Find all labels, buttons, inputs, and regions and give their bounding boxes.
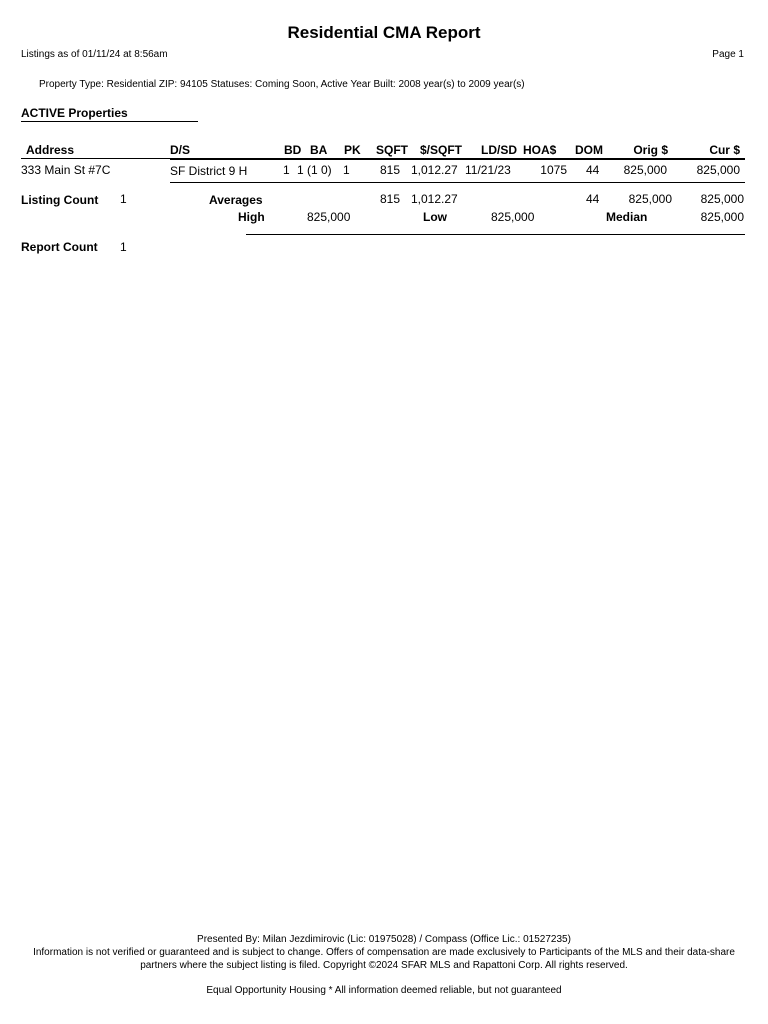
cell-orig: 825,000 bbox=[623, 163, 667, 177]
col-ba: BA bbox=[310, 143, 328, 157]
summary-rule bbox=[246, 234, 745, 235]
col-ldsd: LD/SD bbox=[481, 143, 517, 157]
col-orig: Orig $ bbox=[633, 143, 668, 157]
avg-dom: 44 bbox=[586, 192, 600, 206]
avg-cur: 825,000 bbox=[700, 192, 744, 206]
listing-count-label: Listing Count bbox=[21, 193, 99, 207]
col-price-sqft: $/SQFT bbox=[420, 143, 463, 157]
cell-dom: 44 bbox=[586, 163, 600, 177]
low-label: Low bbox=[423, 210, 447, 224]
footer-equal-housing: Equal Opportunity Housing * All information deemed reliable, but not guaranteed bbox=[206, 985, 562, 996]
cell-bd: 1 bbox=[283, 163, 290, 177]
cell-cur: 825,000 bbox=[696, 163, 740, 177]
avg-orig: 825,000 bbox=[628, 192, 672, 206]
col-bd: BD bbox=[284, 143, 302, 157]
col-hoa: HOA$ bbox=[523, 143, 557, 157]
listing-count-value: 1 bbox=[120, 192, 127, 206]
cell-hoa: 1075 bbox=[540, 163, 567, 177]
cell-ba: 1 (1 0) bbox=[297, 163, 332, 177]
footer-disclaimer-line-1: Information is not verified or guaranteed and is subject to change. Offers of compensation are made exclusively to Participants of the MLS and their data-share bbox=[33, 947, 735, 958]
footer-presented-by: Presented By: Milan Jezdimirovic (Lic: 01975028) / Compass (Office Lic.: 01527235) bbox=[197, 934, 571, 945]
median-label: Median bbox=[606, 210, 648, 224]
section-underline bbox=[21, 121, 198, 122]
cell-address: 333 Main St #7C bbox=[21, 163, 111, 177]
row-rule bbox=[170, 182, 745, 183]
listings-as-of: Listings as of 01/11/24 at 8:56am bbox=[21, 49, 168, 60]
report-title: Residential CMA Report bbox=[287, 23, 481, 42]
low-value: 825,000 bbox=[491, 210, 535, 224]
cell-ds: SF District 9 H bbox=[170, 164, 248, 178]
high-label: High bbox=[238, 210, 265, 224]
avg-sqft: 815 bbox=[379, 192, 400, 206]
high-value: 825,000 bbox=[307, 210, 351, 224]
header-rule-bold bbox=[170, 158, 745, 160]
report-count-value: 1 bbox=[120, 240, 127, 254]
cell-ldsd: 11/21/23 bbox=[465, 163, 511, 177]
median-value: 825,000 bbox=[700, 210, 744, 224]
col-sqft: SQFT bbox=[376, 143, 408, 157]
report-count-label: Report Count bbox=[21, 240, 98, 254]
footer-disclaimer-line-2: partners where the subject listing is filed. Copyright ©2024 SFAR MLS and Rapattoni Corp. All rights reserved. bbox=[140, 960, 628, 971]
col-address: Address bbox=[26, 143, 75, 157]
col-pk: PK bbox=[344, 143, 361, 157]
avg-price-sqft: 1,012.27 bbox=[411, 192, 458, 206]
averages-label: Averages bbox=[209, 193, 263, 207]
cell-price-sqft: 1,012.27 bbox=[411, 163, 458, 177]
section-title: ACTIVE Properties bbox=[21, 106, 128, 120]
col-ds: D/S bbox=[170, 143, 191, 157]
cell-sqft: 815 bbox=[379, 163, 400, 177]
search-criteria: Property Type: Residential ZIP: 94105 Statuses: Coming Soon, Active Year Built: 2008 year(s) to 2009 year(s) bbox=[39, 79, 525, 90]
page-number: Page 1 bbox=[712, 49, 744, 60]
col-cur: Cur $ bbox=[709, 143, 740, 157]
col-dom: DOM bbox=[575, 143, 603, 157]
cell-pk: 1 bbox=[343, 163, 350, 177]
